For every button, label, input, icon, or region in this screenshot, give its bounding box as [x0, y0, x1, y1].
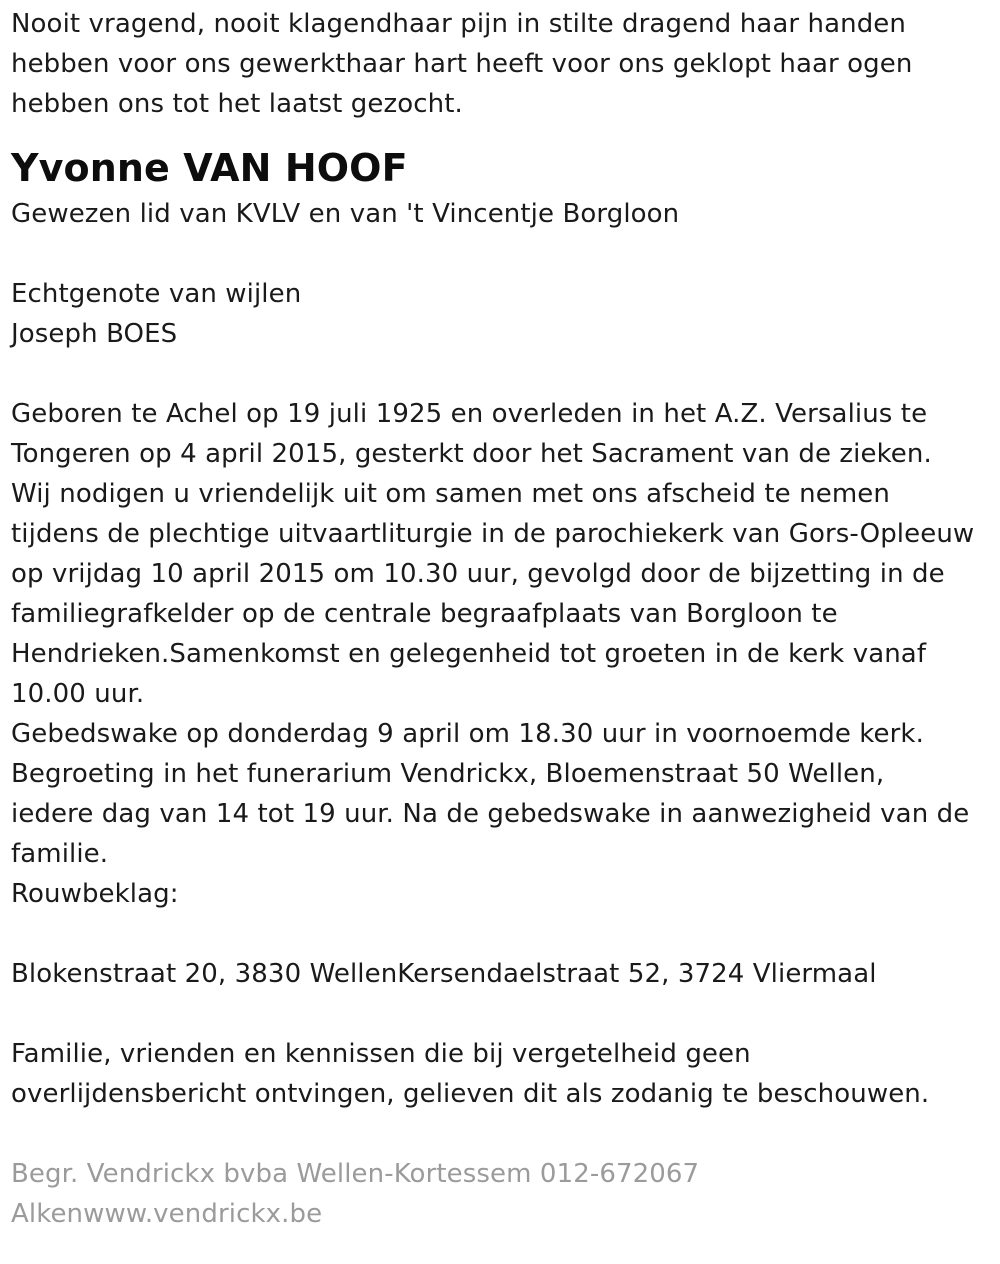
announcement-line: Gebedswake op donderdag 9 april om 18.30 uur in voornoemde kerk.	[11, 719, 924, 749]
closing-note	[11, 1034, 996, 1114]
announcement-line: Wij nodigen u vriendelijk uit om samen met ons afscheid te nemen	[11, 479, 890, 509]
announcement-line: 10.00 uur.	[11, 679, 145, 709]
announcement-line: iedere dag van 14 tot 19 uur. Na de gebedswake in aanwezigheid van de	[11, 799, 970, 829]
closing-line: Familie, vrienden en kennissen die bij vergetelheid geen	[11, 1039, 751, 1069]
announcement-line: Begroeting in het funerarium Vendrickx, Bloemenstraat 50 Wellen,	[11, 759, 885, 789]
condolences-label: Rouwbeklag:	[11, 879, 179, 909]
spacer	[11, 994, 996, 1034]
closing-line: overlijdensbericht ontvingen, gelieven dit als zodanig te beschouwen.	[11, 1079, 930, 1109]
spouse-label: Echtgenote van wijlen	[11, 279, 302, 309]
spouse-block	[11, 274, 996, 354]
funeral-home-website: Alkenwww.vendrickx.be	[11, 1199, 323, 1229]
announcement-line: Geboren te Achel op 19 juli 1925 en overleden in het A.Z. Versalius te	[11, 399, 928, 429]
addresses: Blokenstraat 20, 3830 WellenKersendaelstraat 52, 3724 Vliermaal	[11, 959, 877, 989]
announcement-line: familiegrafkelder op de centrale begraafplaats van Borgloon te	[11, 599, 838, 629]
announcement-line: Tongeren op 4 april 2015, gesterkt door het Sacrament van de zieken.	[11, 439, 932, 469]
poem	[11, 4, 996, 124]
spacer	[11, 234, 996, 274]
spacer	[11, 914, 996, 954]
poem-line: hebben voor ons gewerkthaar hart heeft voor ons geklopt haar ogen	[11, 49, 913, 79]
deceased-name: Yvonne VAN HOOF	[11, 146, 408, 190]
spacer	[11, 1114, 996, 1154]
poem-line: hebben ons tot het laatst gezocht.	[11, 89, 463, 119]
announcement-line: familie.	[11, 839, 109, 869]
funeral-home-footer	[11, 1154, 996, 1234]
poem-line: Nooit vragend, nooit klagendhaar pijn in stilte dragend haar handen	[11, 9, 906, 39]
spacer	[11, 354, 996, 394]
spouse-name: Joseph BOES	[11, 319, 178, 349]
membership-text: Gewezen lid van KVLV en van 't Vincentje Borgloon	[11, 199, 680, 229]
announcement-line: tijdens de plechtige uitvaartliturgie in de parochiekerk van Gors-Opleeuw	[11, 519, 975, 549]
announcement	[11, 394, 996, 914]
announcement-line: op vrijdag 10 april 2015 om 10.30 uur, gevolgd door de bijzetting in de	[11, 559, 945, 589]
announcement-line: Hendrieken.Samenkomst en gelegenheid tot groeten in de kerk vanaf	[11, 639, 927, 669]
funeral-home-line: Begr. Vendrickx bvba Wellen-Kortessem 012-672067	[11, 1159, 700, 1189]
obituary-document	[11, 4, 996, 1234]
